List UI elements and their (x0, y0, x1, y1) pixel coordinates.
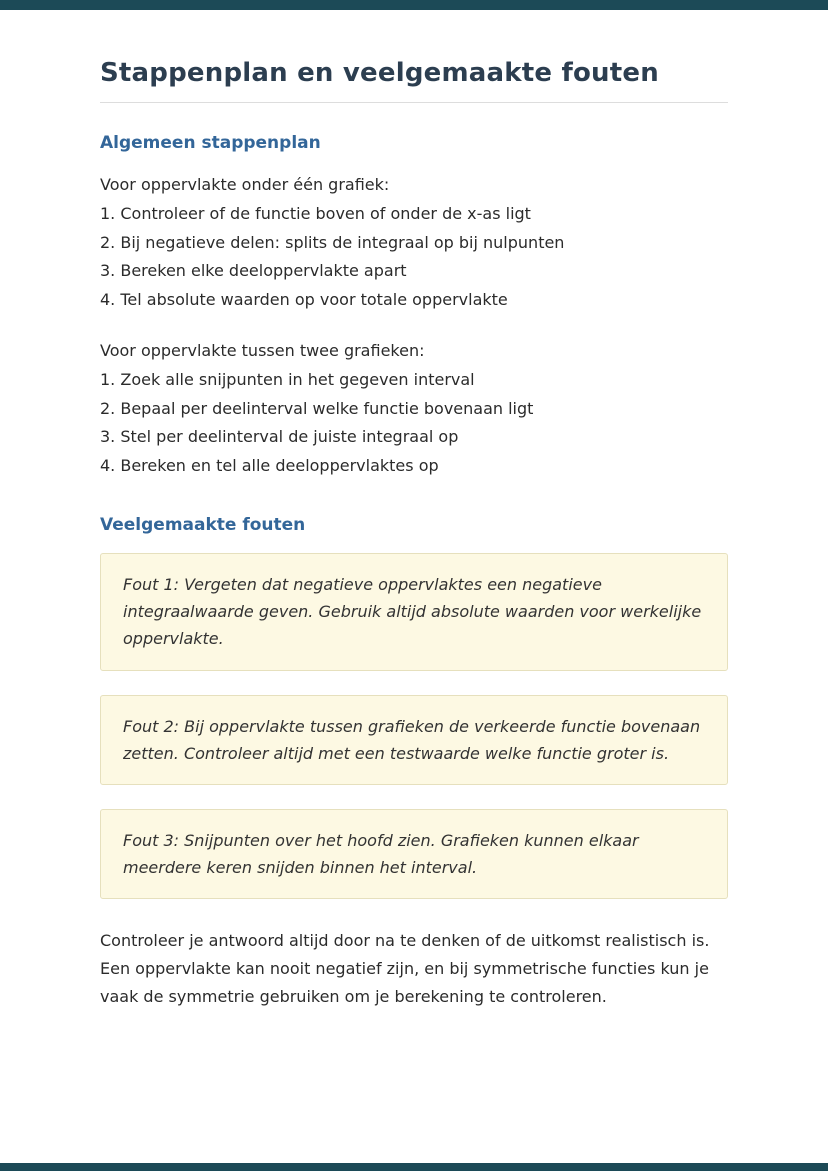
intro-single-graph: Voor oppervlakte onder één grafiek: (100, 175, 390, 194)
callout-fout-1 (100, 553, 728, 671)
section-heading-fouten: Veelgemaakte fouten (100, 514, 306, 535)
list-item: 3. Bereken elke deeloppervlakte apart (100, 261, 407, 281)
callout-text: Fout 3: Snijpunten over het hoofd zien. Grafieken kunnen elkaar meerdere keren snijden binnen het interval. (123, 830, 639, 878)
steps-between-list (100, 366, 728, 481)
list-item: 1. Zoek alle snijpunten in het gegeven interval (100, 369, 475, 389)
list-item: 3. Stel per deelinterval de juiste integraal op (100, 427, 459, 447)
closing-paragraph: Controleer je antwoord altijd door na te denken of de uitkomst realistisch is. Een oppervlakte kan nooit negatief zijn, en bij symmetrische functies kun je vaak de symmetrie gebruiken om je berekening te controleren. (100, 931, 710, 1007)
section-heading-stappenplan: Algemeen stappenplan (100, 133, 321, 153)
intro-between-graphs: Voor oppervlakte tussen twee grafieken: (100, 340, 425, 360)
top-accent-bar (0, 0, 828, 10)
list-item: 4. Tel absolute waarden op voor totale oppervlakte (100, 290, 508, 310)
title-divider (100, 102, 728, 103)
callout-text: Fout 2: Bij oppervlakte tussen grafieken de verkeerde functie bovenaan zetten. Controleer altijd met een testwaarde welke functie groter is. (123, 716, 701, 763)
callout-text: Fout 1: Vergeten dat negatieve oppervlaktes een negatieve integraalwaarde geven. Gebruik altijd absolute waarden voor werkelijke oppervlakte. (123, 574, 702, 649)
page-title: Stappenplan en veelgemaakte fouten (100, 58, 659, 88)
steps-single-list (100, 200, 728, 315)
list-item: 2. Bij negatieve delen: splits de integraal op bij nulpunten (100, 232, 565, 252)
list-item: 2. Bepaal per deelinterval welke functie bovenaan ligt (100, 398, 534, 418)
callout-fout-3 (100, 809, 728, 899)
callout-fout-2 (100, 695, 728, 785)
bottom-accent-bar (0, 1163, 828, 1171)
list-item: 1. Controleer of de functie boven of onder de x-as ligt (100, 203, 531, 223)
list-item: 4. Bereken en tel alle deeloppervlaktes op (100, 456, 439, 476)
